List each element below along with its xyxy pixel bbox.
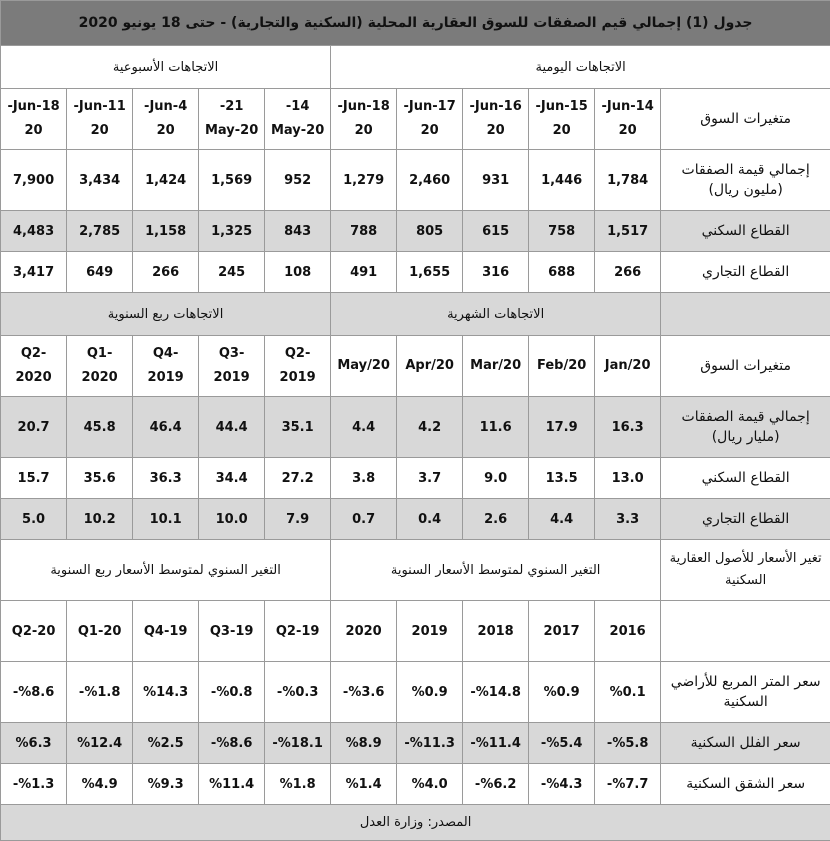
table-cell: 10.0 xyxy=(199,499,265,540)
table-cell: 2.6 xyxy=(463,499,529,540)
table-cell: 27.2 xyxy=(265,458,331,499)
column-header: 16-Jun- 20 xyxy=(463,89,529,150)
table-cell: %4.9 xyxy=(67,764,133,805)
table-cell: %18.1- xyxy=(265,723,331,764)
table-cell: 788 xyxy=(331,211,397,252)
table-cell: %5.4- xyxy=(529,723,595,764)
table-cell: %8.6- xyxy=(1,662,67,723)
table-cell: 1,325 xyxy=(199,211,265,252)
column-header: Jan/20 xyxy=(595,336,661,397)
table-cell: 36.3 xyxy=(133,458,199,499)
table-cell: 1,158 xyxy=(133,211,199,252)
table-cell: 16.3 xyxy=(595,397,661,458)
row-label: سعر الفلل السكنية xyxy=(661,723,830,764)
table-cell: 44.4 xyxy=(199,397,265,458)
table-cell: %0.1 xyxy=(595,662,661,723)
table-cell: 45.8 xyxy=(67,397,133,458)
table-cell: %11.4 xyxy=(199,764,265,805)
column-header: -Q3 2019 xyxy=(199,336,265,397)
row-label: القطاع التجاري xyxy=(661,499,830,540)
row-label: القطاع التجاري xyxy=(661,252,830,293)
table-row xyxy=(1,150,830,211)
table-cell: 13.0 xyxy=(595,458,661,499)
monthly-trends-title: الاتجاهات الشهرية xyxy=(331,293,661,336)
table-cell: %2.5 xyxy=(133,723,199,764)
table-cell: 15.7 xyxy=(1,458,67,499)
annual-price-change-title: التغير السنوي لمتوسط الأسعار السنوية xyxy=(331,540,661,601)
table-row xyxy=(1,211,830,252)
empty-cell xyxy=(661,601,830,662)
table-cell: %0.9 xyxy=(529,662,595,723)
quarterly-trends-title: الاتجاهات ربع السنوية xyxy=(1,293,331,336)
table-cell: 10.2 xyxy=(67,499,133,540)
table-cell: %6.3 xyxy=(1,723,67,764)
column-header: Feb/20 xyxy=(529,336,595,397)
table-cell: 17.9 xyxy=(529,397,595,458)
table-cell: 952 xyxy=(265,150,331,211)
table-cell: 3,417 xyxy=(1,252,67,293)
table-cell: 1,655 xyxy=(397,252,463,293)
table-cell: %1.8 xyxy=(265,764,331,805)
row-label: سعر المتر المربع للأراضي السكنية xyxy=(661,662,830,723)
table-cell: 4.4 xyxy=(331,397,397,458)
table-cell: 316 xyxy=(463,252,529,293)
table-cell: 3.8 xyxy=(331,458,397,499)
table-cell: 4.4 xyxy=(529,499,595,540)
column-header: 15-Jun- 20 xyxy=(529,89,595,150)
table-row xyxy=(1,723,830,764)
column-header: 20-Q1 xyxy=(67,601,133,662)
column-header: -Q2 2019 xyxy=(265,336,331,397)
table-cell: %14.8- xyxy=(463,662,529,723)
weekly-trends-title: الاتجاهات الأسبوعية xyxy=(1,46,331,89)
table-cell: 5.0 xyxy=(1,499,67,540)
table-cell: 1,446 xyxy=(529,150,595,211)
table-cell: 843 xyxy=(265,211,331,252)
column-header: 17-Jun- 20 xyxy=(397,89,463,150)
column-header: 2020 xyxy=(331,601,397,662)
table-cell: %6.2- xyxy=(463,764,529,805)
table-cell: 35.6 xyxy=(67,458,133,499)
column-header: -Q2 2020 xyxy=(1,336,67,397)
table-cell: 3,434 xyxy=(67,150,133,211)
column-header: 18-Jun- 20 xyxy=(1,89,67,150)
table-cell: %12.4 xyxy=(67,723,133,764)
table-cell: 688 xyxy=(529,252,595,293)
table-cell: 2,460 xyxy=(397,150,463,211)
table-cell: 0.7 xyxy=(331,499,397,540)
table-row xyxy=(1,499,830,540)
row-label: إجمالي قيمة الصفقات (مليون ريال) xyxy=(661,150,830,211)
table-cell: %9.3 xyxy=(133,764,199,805)
table-cell: 20.7 xyxy=(1,397,67,458)
table-cell: 245 xyxy=(199,252,265,293)
table-cell: %11.4- xyxy=(463,723,529,764)
table-cell: %0.8- xyxy=(199,662,265,723)
column-header: 11-Jun- 20 xyxy=(67,89,133,150)
table-row xyxy=(1,397,830,458)
column-header: May/20 xyxy=(331,336,397,397)
market-variables-label: متغيرات السوق xyxy=(661,336,830,397)
column-header: 2017 xyxy=(529,601,595,662)
table-cell: %3.6- xyxy=(331,662,397,723)
table-cell: 7.9 xyxy=(265,499,331,540)
table-cell: %7.7- xyxy=(595,764,661,805)
row-label: إجمالي قيمة الصفقات (مليار ريال) xyxy=(661,397,830,458)
table-cell: %4.0 xyxy=(397,764,463,805)
table-cell: %8.6- xyxy=(199,723,265,764)
table-cell: 1,424 xyxy=(133,150,199,211)
market-variables-label: متغيرات السوق xyxy=(661,89,830,150)
table-row xyxy=(1,458,830,499)
column-header: Mar/20 xyxy=(463,336,529,397)
table-cell: 11.6 xyxy=(463,397,529,458)
table-row xyxy=(1,252,830,293)
table-cell: %1.3- xyxy=(1,764,67,805)
table-cell: 266 xyxy=(595,252,661,293)
daily-trends-title: الاتجاهات اليومية xyxy=(331,46,830,89)
table-cell: 1,784 xyxy=(595,150,661,211)
row-label: القطاع السكني xyxy=(661,211,830,252)
source-note: المصدر: وزارة العدل xyxy=(1,805,830,841)
column-header: 14-Jun- 20 xyxy=(595,89,661,150)
column-header: Apr/20 xyxy=(397,336,463,397)
table-cell: %1.4 xyxy=(331,764,397,805)
table-cell: %0.9 xyxy=(397,662,463,723)
table-cell: %14.3 xyxy=(133,662,199,723)
table-cell: 3.7 xyxy=(397,458,463,499)
table-cell: 1,569 xyxy=(199,150,265,211)
price-change-label: تغير الأسعار للأصول العقارية السكنية xyxy=(661,540,830,601)
table-cell: 108 xyxy=(265,252,331,293)
table-cell: 2,785 xyxy=(67,211,133,252)
table-title: جدول (1) إجمالي قيم الصفقات للسوق العقارية المحلية (السكنية والتجارية) - حتى 18 يونيو 2020 xyxy=(1,1,830,46)
table-cell: 931 xyxy=(463,150,529,211)
column-header: 14- May-20 xyxy=(265,89,331,150)
column-header: 19-Q2 xyxy=(265,601,331,662)
table-cell: 46.4 xyxy=(133,397,199,458)
table-row xyxy=(1,764,830,805)
table-cell: 10.1 xyxy=(133,499,199,540)
column-header: -Q4 2019 xyxy=(133,336,199,397)
table-cell: 4,483 xyxy=(1,211,67,252)
table-cell: %0.3- xyxy=(265,662,331,723)
table-cell: 1,279 xyxy=(331,150,397,211)
table-cell: %11.3- xyxy=(397,723,463,764)
row-label: سعر الشقق السكنية xyxy=(661,764,830,805)
table-cell: %1.8- xyxy=(67,662,133,723)
column-header: 18-Jun- 20 xyxy=(331,89,397,150)
table-cell: 1,517 xyxy=(595,211,661,252)
table-cell: 7,900 xyxy=(1,150,67,211)
column-header: 2018 xyxy=(463,601,529,662)
table-cell: 9.0 xyxy=(463,458,529,499)
row-label: القطاع السكني xyxy=(661,458,830,499)
table-cell: 805 xyxy=(397,211,463,252)
table-cell: 649 xyxy=(67,252,133,293)
table-cell: 3.3 xyxy=(595,499,661,540)
quarterly-price-change-title: التغير السنوي لمتوسط الأسعار ربع السنوية xyxy=(1,540,331,601)
table-cell: %4.3- xyxy=(529,764,595,805)
table-cell: 615 xyxy=(463,211,529,252)
table-cell: 0.4 xyxy=(397,499,463,540)
table-cell: 35.1 xyxy=(265,397,331,458)
table-cell: 13.5 xyxy=(529,458,595,499)
table-cell: 266 xyxy=(133,252,199,293)
column-header: -Q1 2020 xyxy=(67,336,133,397)
column-header: 2016 xyxy=(595,601,661,662)
table-cell: 4.2 xyxy=(397,397,463,458)
table-cell: 491 xyxy=(331,252,397,293)
column-header: 19-Q3 xyxy=(199,601,265,662)
empty-cell xyxy=(661,293,830,336)
column-header: 2019 xyxy=(397,601,463,662)
table-cell: 34.4 xyxy=(199,458,265,499)
table-cell: 758 xyxy=(529,211,595,252)
table-row xyxy=(1,662,830,723)
column-header: 20-Q2 xyxy=(1,601,67,662)
column-header: 4-Jun- 20 xyxy=(133,89,199,150)
table-cell: %5.8- xyxy=(595,723,661,764)
table-cell: %8.9 xyxy=(331,723,397,764)
column-header: 21- May-20 xyxy=(199,89,265,150)
column-header: 19-Q4 xyxy=(133,601,199,662)
